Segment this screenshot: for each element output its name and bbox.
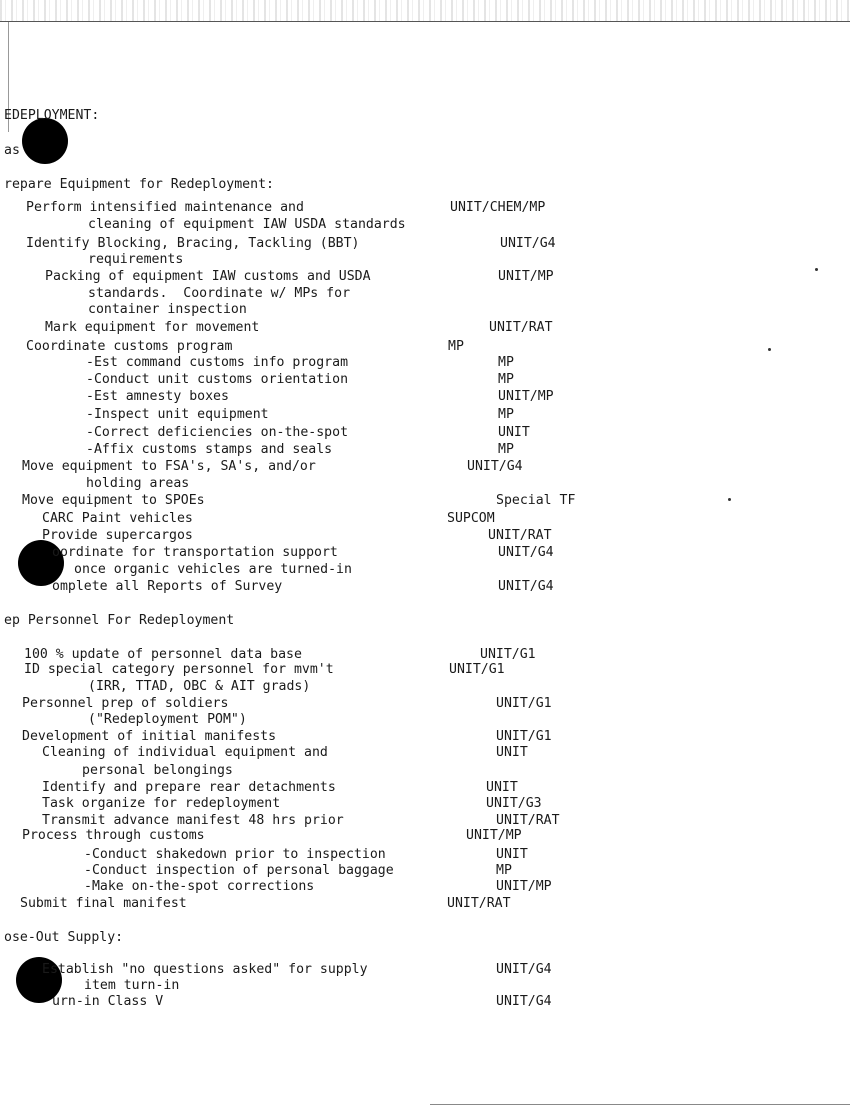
speck [768,348,771,351]
responsibility: UNIT/G4 [498,545,554,560]
section-heading-prep-personnel: ep Personnel For Redeployment [4,613,235,628]
task-line: -Conduct shakedown prior to inspection [84,847,386,862]
task-line: Packing of equipment IAW customs and USDA [45,269,371,284]
responsibility: UNIT/G4 [496,994,552,1009]
task-line: omplete all Reports of Survey [52,579,283,594]
top-rule [0,21,850,22]
task-line: ID special category personnel for mvm't [24,662,334,677]
responsibility: MP [496,863,512,878]
task-line: Cleaning of individual equipment and [42,745,328,760]
responsibility: UNIT/G4 [498,579,554,594]
speck [815,268,818,271]
responsibility: UNIT [496,745,528,760]
task-line: -Est command customs info program [86,355,349,370]
responsibility: UNIT/G4 [496,962,552,977]
responsibility: UNIT/MP [466,828,522,843]
task-line: -Affix customs stamps and seals [86,442,333,457]
task-line: Move equipment to SPOEs [22,493,205,508]
task-line: Transmit advance manifest 48 hrs prior [42,813,344,828]
task-line: Establish "no questions asked" for supply [42,962,368,977]
responsibility: UNIT/G1 [449,662,505,677]
task-line: Move equipment to FSA's, SA's, and/or [22,459,316,474]
responsibility: UNIT [498,425,530,440]
task-line: Perform intensified maintenance and [26,200,304,215]
task-line: -Est amnesty boxes [86,389,229,404]
task-line: 100 % update of personnel data base [24,647,302,662]
task-line: -Make on-the-spot corrections [84,879,315,894]
task-line: holding areas [86,476,190,491]
task-line: personal belongings [82,763,233,778]
section-heading-prepare-equipment: repare Equipment for Redeployment: [4,177,274,192]
responsibility: UNIT/MP [496,879,552,894]
responsibility: UNIT/G1 [496,729,552,744]
task-line: urn-in Class V [52,994,164,1009]
task-line: -Inspect unit equipment [86,407,269,422]
task-line: item turn-in [84,978,180,993]
fragment-as: as [4,143,20,158]
task-line: -Correct deficiencies on-the-spot [86,425,349,440]
task-line: Process through customs [22,828,205,843]
task-line: Identify Blocking, Bracing, Tackling (BBT) [26,236,360,251]
task-line: once organic vehicles are turned-in [74,562,352,577]
responsibility: UNIT/G4 [467,459,523,474]
task-line: container inspection [88,302,247,317]
responsibility: UNIT/RAT [489,320,553,335]
task-line: Provide supercargos [42,528,193,543]
bottom-rule [430,1104,850,1105]
section-heading-redeployment: EDEPLOYMENT: [4,108,100,123]
task-line: requirements [88,252,184,267]
task-line: Task organize for redeployment [42,796,281,811]
task-line: cleaning of equipment IAW USDA standards [88,217,406,232]
responsibility: UNIT [496,847,528,862]
responsibility: UNIT/RAT [447,896,511,911]
task-line: oordinate for transportation support [52,545,338,560]
task-line: Identify and prepare rear detachments [42,780,336,795]
responsibility: MP [448,339,464,354]
responsibility: SUPCOM [447,511,495,526]
task-line: standards. Coordinate w/ MPs for [88,286,351,301]
responsibility: MP [498,355,514,370]
section-heading-closeout-supply: ose-Out Supply: [4,930,124,945]
task-line: CARC Paint vehicles [42,511,193,526]
task-line: -Conduct inspection of personal baggage [84,863,394,878]
task-line: -Conduct unit customs orientation [86,372,349,387]
task-line: (IRR, TTAD, OBC & AIT grads) [88,679,311,694]
task-line: Mark equipment for movement [45,320,260,335]
responsibility: UNIT/MP [498,269,554,284]
task-line: Submit final manifest [20,896,187,911]
responsibility: UNIT/MP [498,389,554,404]
scan-noise-band [0,0,850,22]
task-line: Personnel prep of soldiers [22,696,229,711]
responsibility: UNIT [486,780,518,795]
responsibility: UNIT/G1 [480,647,536,662]
speck [728,498,731,501]
responsibility: UNIT/G4 [500,236,556,251]
responsibility: MP [498,372,514,387]
responsibility: MP [498,442,514,457]
task-line: Coordinate customs program [26,339,233,354]
task-line: Development of initial manifests [22,729,277,744]
task-line: ("Redeployment POM") [88,712,247,727]
responsibility: UNIT/RAT [488,528,552,543]
responsibility: MP [498,407,514,422]
responsibility: UNIT/G1 [496,696,552,711]
responsibility: UNIT/G3 [486,796,542,811]
hole-punch-mark [22,118,68,164]
responsibility: UNIT/CHEM/MP [450,200,546,215]
responsibility: Special TF [496,493,576,508]
responsibility: UNIT/RAT [496,813,560,828]
